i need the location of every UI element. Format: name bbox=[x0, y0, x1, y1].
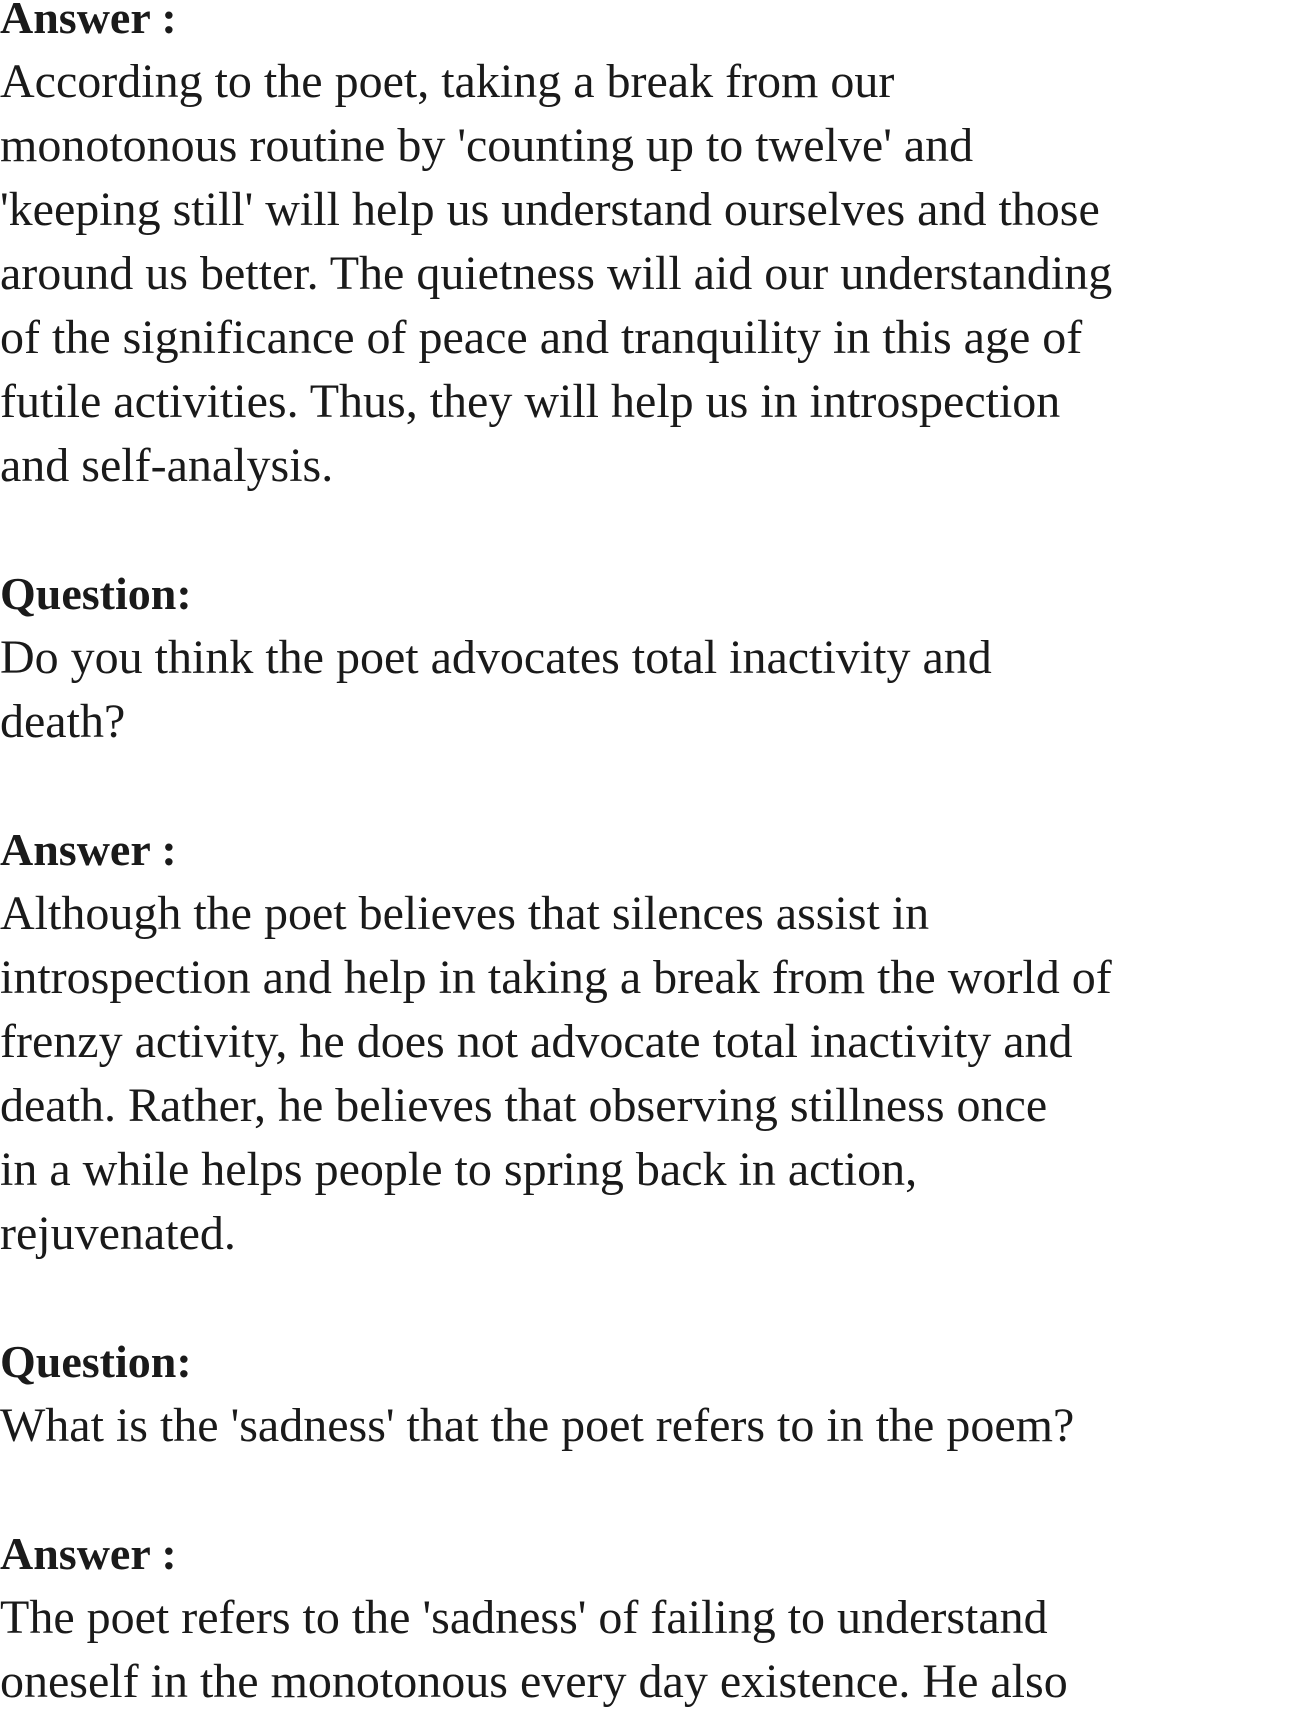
answer-line: futile activities. Thus, they will help us in introspection bbox=[0, 375, 1061, 428]
paragraph-spacer bbox=[0, 498, 1293, 562]
answer-line: 'keeping still' will help us understand ourselves and those bbox=[0, 183, 1100, 236]
question-block-2 bbox=[0, 1330, 1293, 1458]
question-heading: Question: bbox=[0, 1336, 192, 1387]
question-heading: Question: bbox=[0, 568, 192, 619]
answer-line: death. Rather, he believes that observing stillness once bbox=[0, 1079, 1048, 1132]
question-line: Do you think the poet advocates total inactivity and bbox=[0, 631, 992, 684]
answer-line: frenzy activity, he does not advocate total inactivity and bbox=[0, 1015, 1073, 1068]
answer-heading: Answer : bbox=[0, 0, 177, 43]
answer-line: around us better. The quietness will aid our understanding bbox=[0, 247, 1113, 300]
answer-block-1 bbox=[0, 0, 1293, 498]
question-block-1 bbox=[0, 562, 1293, 754]
answer-line: According to the poet, taking a break from our bbox=[0, 55, 895, 108]
answer-line: of the significance of peace and tranquility in this age of bbox=[0, 311, 1083, 364]
paragraph-spacer bbox=[0, 1458, 1293, 1522]
answer-line: Although the poet believes that silences assist in bbox=[0, 887, 930, 940]
answer-line: and self-analysis. bbox=[0, 439, 334, 492]
answer-block-3 bbox=[0, 1522, 1293, 1714]
answer-line: The poet refers to the 'sadness' of failing to understand bbox=[0, 1591, 1048, 1644]
paragraph-spacer bbox=[0, 1266, 1293, 1330]
answer-line: monotonous routine by 'counting up to twelve' and bbox=[0, 119, 974, 172]
answer-block-2 bbox=[0, 818, 1293, 1266]
answer-line: introspection and help in taking a break from the world of bbox=[0, 951, 1112, 1004]
paragraph-spacer bbox=[0, 754, 1293, 818]
answer-line: in a while helps people to spring back in action, bbox=[0, 1143, 918, 1196]
question-line: death? bbox=[0, 695, 126, 748]
answer-heading: Answer : bbox=[0, 1528, 177, 1579]
answer-line: oneself in the monotonous every day existence. He also bbox=[0, 1655, 1068, 1708]
question-line: What is the 'sadness' that the poet refers to in the poem? bbox=[0, 1399, 1075, 1452]
answer-heading: Answer : bbox=[0, 824, 177, 875]
answer-line: rejuvenated. bbox=[0, 1207, 236, 1260]
